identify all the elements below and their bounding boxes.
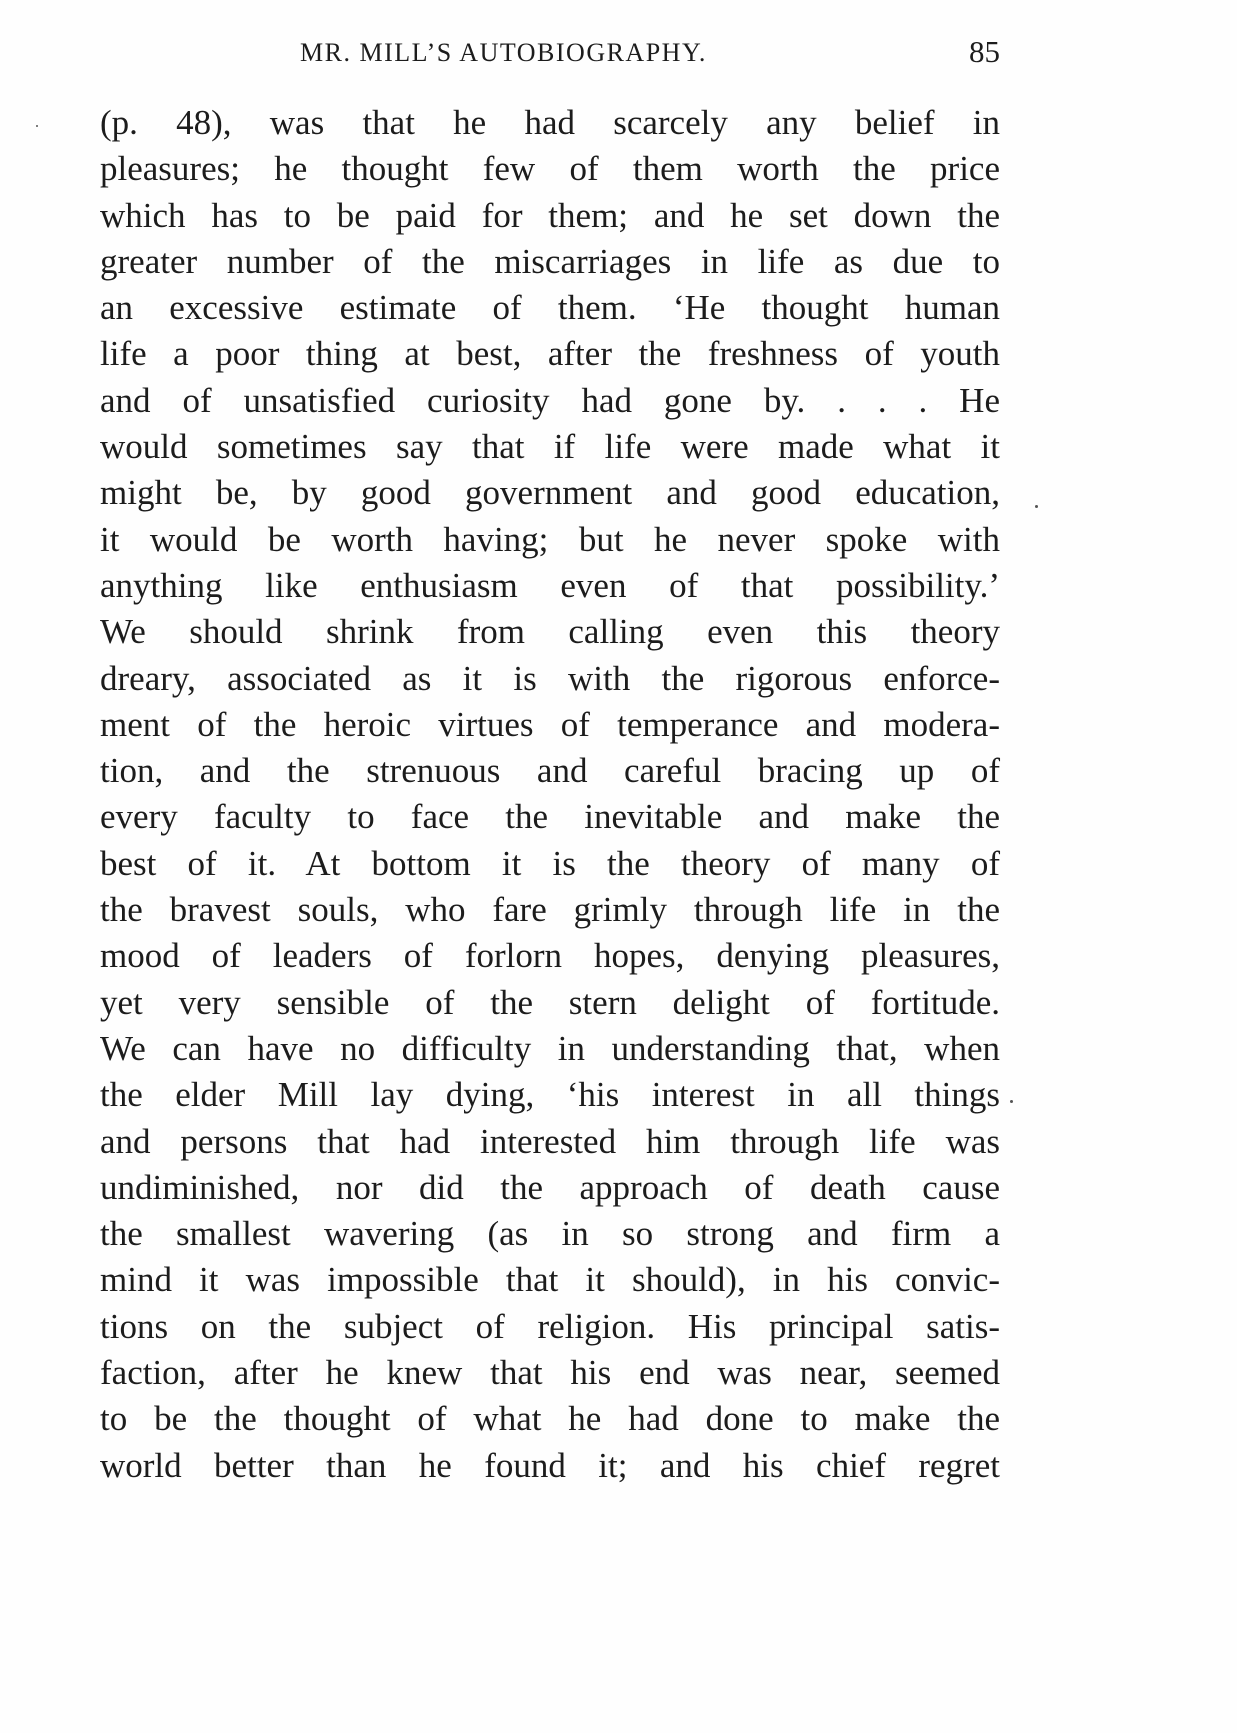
text-line: and persons that had interested him through life was [100,1121,1000,1161]
text-line: pleasures; he thought few of them worth the price [100,149,1000,189]
text-line: might be, by good government and good education, [100,473,1000,513]
text-line: We can have no difficulty in understanding that, when [100,1028,1000,1068]
text-line: best of it. At bottom it is the theory of many of [100,843,1000,883]
text-line: world better than he found it; and his chief regret [100,1445,1000,1485]
text-line: tions on the subject of religion. His principal satis- [100,1306,1000,1346]
text-line: dreary, associated as it is with the rigorous enforce- [100,658,1000,698]
text-line: (p. 48), was that he had scarcely any belief in [100,103,1000,142]
paper-speck [1010,1100,1013,1103]
running-title: MR. MILL’S AUTOBIOGRAPHY. [300,38,707,67]
page-number: 85 [969,34,1000,69]
text-line: mood of leaders of forlorn hopes, denying pleasures, [100,936,1000,976]
text-line: to be the thought of what he had done to make the [100,1399,1000,1439]
text-line: life a poor thing at best, after the freshness of youth [100,334,1000,374]
text-line: greater number of the miscarriages in life as due to [100,241,1000,281]
running-head [100,34,1000,78]
text-line: We should shrink from calling even this theory [100,612,1000,652]
text-line: ment of the heroic virtues of temperance and modera- [100,704,1000,744]
text-line: the elder Mill lay dying, ‘his interest in all things [100,1075,1000,1115]
text-line: the smallest wavering (as in so strong and firm a [100,1214,1000,1254]
text-line: an excessive estimate of them. ‘He thought human [100,288,1000,328]
text-line: yet very sensible of the stern delight of fortitude. [100,982,1000,1022]
paper-speck [36,125,38,127]
body-text [100,100,1000,1489]
text-line: every faculty to face the inevitable and make the [100,797,1000,837]
text-line: and of unsatisfied curiosity had gone by. . . . He [100,380,1000,420]
text-line: undiminished, nor did the approach of death cause [100,1167,1000,1207]
text-line: tion, and the strenuous and careful bracing up of [100,751,1000,791]
text-line: which has to be paid for them; and he set down the [100,195,1000,235]
text-line: the bravest souls, who fare grimly through life in the [100,890,1000,930]
text-line: would sometimes say that if life were made what it [100,427,1000,467]
text-line: it would be worth having; but he never spoke with [100,519,1000,559]
text-line: anything like enthusiasm even of that possibility.’ [100,565,1000,605]
paper-speck [1035,505,1038,508]
text-line: faction, after he knew that his end was near, seemed [100,1353,1000,1393]
text-line: mind it was impossible that it should), in his convic- [100,1260,1000,1300]
